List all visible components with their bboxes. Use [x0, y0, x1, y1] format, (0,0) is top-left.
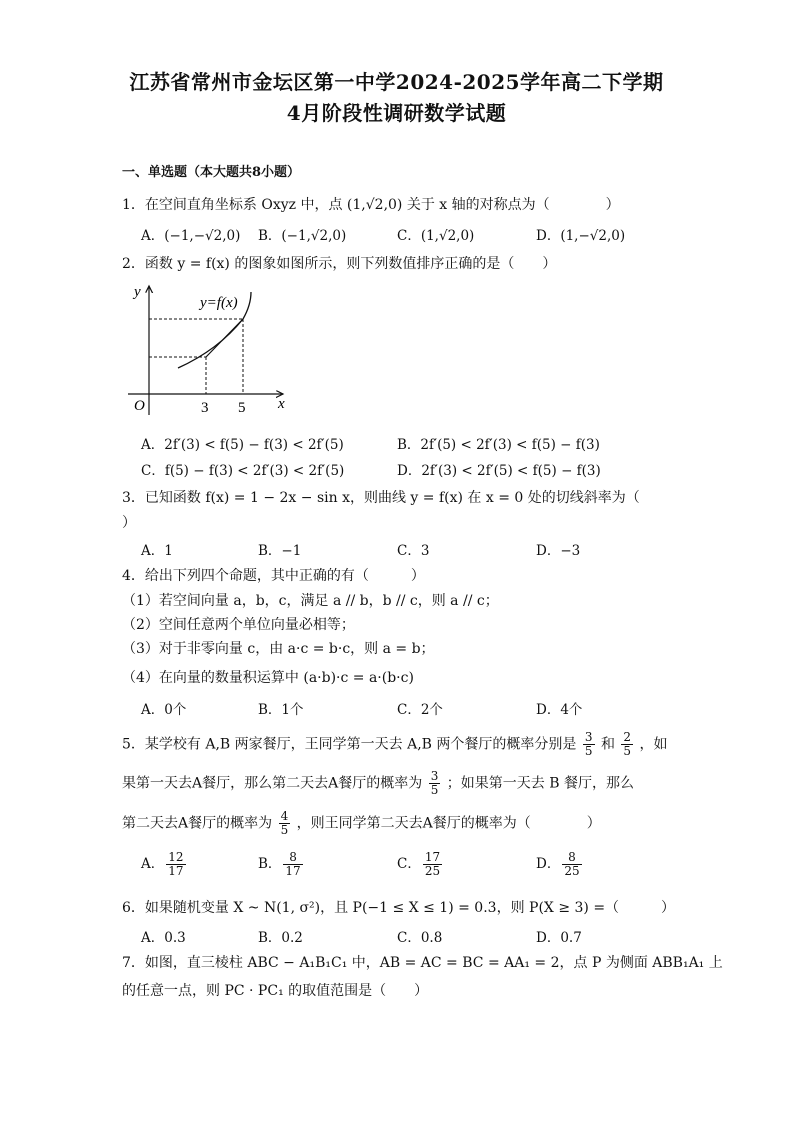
q6-option-d: D．0.7 [536, 930, 582, 946]
q3-option-c: C．3 [397, 543, 430, 559]
y-axis-label: y [134, 284, 141, 300]
question-3-text-cont: ） [122, 515, 136, 531]
q2-option-c: C．f(5) − f(3) < 2f′(3) < 2f′(5) [141, 463, 345, 479]
q5-option-d [536, 851, 584, 878]
q5-option-a-den: 17 [168, 864, 184, 878]
exam-title-line1: 江苏省常州市金坛区第一中学2024-2025学年高二下学期 [129, 70, 664, 94]
q5-option-a-num: 12 [168, 850, 184, 864]
q2-option-b: B．2f′(5) < 2f′(3) < f(5) − f(3) [397, 437, 600, 453]
q5-option-a-letter: A． [141, 856, 165, 872]
q5-line2-b: ；如果第一天去 B 餐厅，那么 [446, 775, 634, 792]
question-5-line1 [122, 731, 668, 758]
origin-label: O [134, 398, 145, 414]
q3-option-b: B．−1 [258, 543, 302, 559]
q5-option-d-letter: D． [536, 856, 561, 872]
q6-option-a: A．0.3 [141, 930, 186, 946]
question-7-text: 7．如图，直三棱柱 ABC − A₁B₁C₁ 中，AB = AC = BC = AA₁ = 2，点 P 为侧面 ABB₁A₁ 上 [122, 955, 723, 971]
q5-option-a [141, 851, 188, 878]
q5-frac-c-num: 3 [430, 769, 439, 783]
q5-line3-b: ，则王同学第二天去A餐厅的概率为（ ） [296, 815, 601, 832]
q3-option-a: A．1 [141, 543, 173, 559]
q5-option-a-frac [166, 851, 185, 878]
question-7-text-cont: 的任意一点，则 PC · PC₁ 的取值范围是（ ） [122, 983, 429, 999]
question-4-text: 4．给出下列四个命题，其中正确的有（ ） [122, 568, 425, 584]
q3-option-d: D．−3 [536, 543, 581, 559]
q5-frac-d [279, 810, 291, 837]
q6-option-b: B．0.2 [258, 930, 303, 946]
q5-frac-c-den: 5 [430, 783, 439, 797]
tick-label-3: 3 [201, 400, 209, 416]
x-axis-label: x [278, 396, 285, 412]
q5-line1-c: ，如 [639, 736, 668, 753]
question-1-text: 1．在空间直角坐标系 Oxyz 中，点 (1,√2,0) 关于 x 轴的对称点为（ ） [122, 197, 620, 213]
q4-option-a: A．0个 [141, 702, 187, 718]
question-2-text: 2．函数 y = f(x) 的图象如图所示，则下列数值排序正确的是（ ） [122, 256, 557, 272]
q5-frac-a [583, 731, 595, 758]
question-6-text: 6．如果随机变量 X ~ N(1, σ²)，且 P(−1 ≤ X ≤ 1) = 0.3，则 P(X ≥ 3) =（ ） [122, 900, 676, 916]
q5-option-b-frac [283, 851, 302, 878]
q5-option-b [258, 851, 305, 878]
q5-option-c [397, 851, 444, 878]
curve-label: y=f(x) [200, 295, 238, 311]
question-5-line3 [122, 810, 601, 837]
q5-option-b-letter: B． [258, 856, 282, 872]
q5-line1-b: 和 [600, 736, 615, 753]
q5-option-b-den: 17 [285, 864, 301, 878]
q4-option-d: D．4个 [536, 702, 583, 718]
q5-frac-b [621, 731, 633, 758]
q5-frac-b-den: 5 [623, 744, 632, 758]
q4-proposition-1: （1）若空间向量 a，b，c，满足 a // b，b // c，则 a // c； [122, 593, 499, 609]
q5-option-c-den: 25 [424, 864, 441, 878]
q5-frac-c [429, 770, 441, 797]
q2-option-d: D．2f′(3) < 2f′(5) < f(5) − f(3) [397, 463, 601, 479]
q2-option-a: A．2f′(3) < f(5) − f(3) < 2f′(5) [141, 437, 344, 453]
q5-option-b-num: 8 [283, 851, 302, 865]
function-graph [118, 280, 298, 420]
q5-frac-a-num: 3 [584, 730, 593, 744]
q5-frac-d-den: 5 [280, 823, 289, 837]
q5-frac-b-num: 2 [623, 730, 632, 744]
secant-line [206, 319, 243, 357]
q5-line3-a: 第二天去A餐厅的概率为 [122, 815, 273, 832]
tick-label-5: 5 [238, 400, 246, 416]
q5-frac-d-num: 4 [280, 809, 289, 823]
q4-option-c: C．2个 [397, 702, 443, 718]
q5-line2-a: 果第一天去A餐厅，那么第二天去A餐厅的概率为 [122, 775, 423, 792]
q4-option-b: B．1个 [258, 702, 304, 718]
q5-option-c-num: 17 [424, 850, 441, 864]
q5-option-c-frac [423, 851, 442, 878]
q1-option-a: A．(−1,−√2,0) [141, 228, 241, 244]
q1-option-b: B．(−1,√2,0) [258, 228, 347, 244]
q5-frac-a-den: 5 [584, 744, 593, 758]
q5-option-d-frac [562, 851, 581, 878]
q5-option-c-letter: C． [397, 856, 421, 872]
q5-line1-a: 5．某学校有 A,B 两家餐厅，王同学第一天去 A,B 两个餐厅的概率分别是 [122, 736, 577, 753]
q5-option-d-den: 25 [564, 864, 580, 878]
q1-option-d: D．(1,−√2,0) [536, 228, 626, 244]
exam-title-line2: 4月阶段性调研数学试题 [286, 101, 507, 125]
q5-option-d-num: 8 [562, 851, 581, 865]
q4-proposition-3: （3）对于非零向量 c，由 a·c = b·c，则 a = b； [122, 641, 435, 657]
question-5-line2 [122, 770, 634, 797]
q4-proposition-2: （2）空间任意两个单位向量必相等； [122, 617, 355, 633]
q1-option-c: C．(1,√2,0) [397, 228, 475, 244]
question-3-text: 3．已知函数 f(x) = 1 − 2x − sin x，则曲线 y = f(x) 在 x = 0 处的切线斜率为（ [122, 490, 640, 506]
q4-proposition-4: （4）在向量的数量积运算中 (a·b)·c = a·(b·c) [122, 670, 414, 686]
section-heading: 一、单选题（本大题共8小题） [122, 165, 301, 180]
q6-option-c: C．0.8 [397, 930, 443, 946]
